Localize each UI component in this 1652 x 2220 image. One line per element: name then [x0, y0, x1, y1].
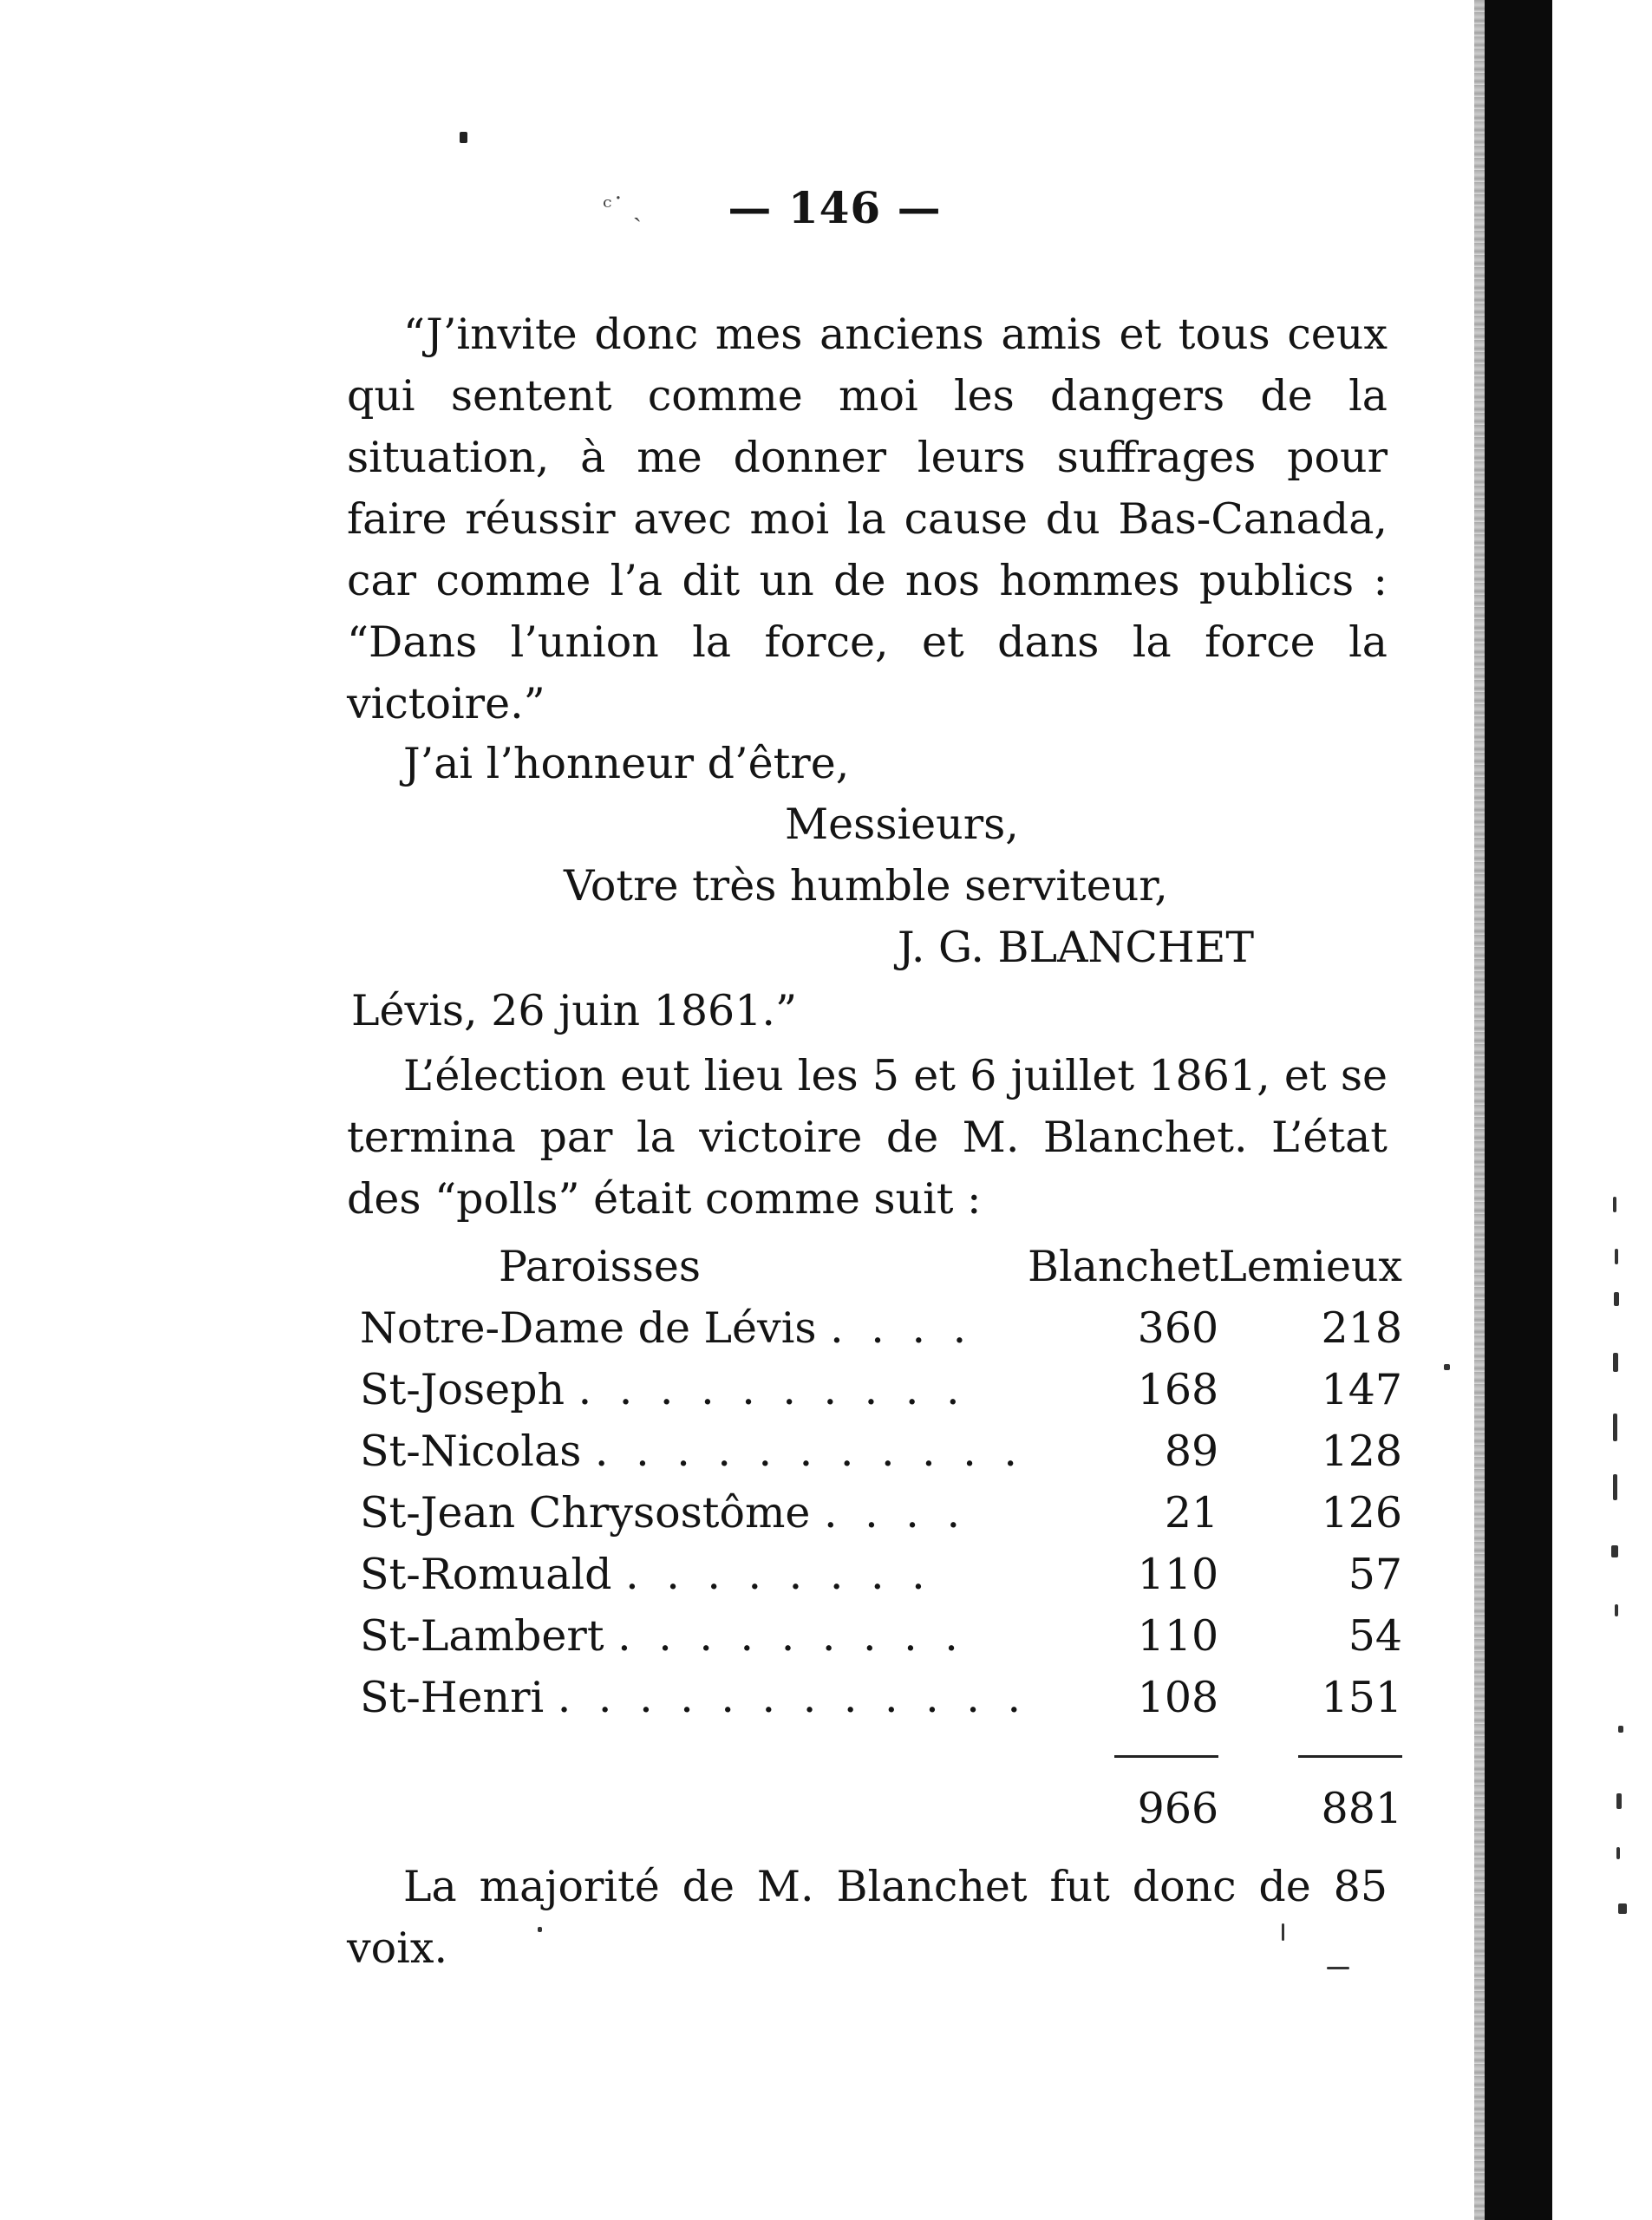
lemieux-votes: 57: [1348, 1550, 1403, 1599]
lemieux-votes: 147: [1321, 1365, 1403, 1414]
dot-leader: . . . . . . . . . .: [578, 1365, 967, 1414]
header-lemieux: Lemieux: [1218, 1242, 1403, 1291]
blanchet-votes: 89: [1164, 1427, 1219, 1476]
table-row: [360, 1605, 1402, 1667]
parish-cell: [360, 1297, 1028, 1359]
blanchet-votes: 108: [1137, 1673, 1219, 1722]
table-header-row: [360, 1236, 1402, 1297]
dot-leader: . . . . . . . . .: [617, 1611, 965, 1661]
ink-speck: [1614, 1292, 1619, 1306]
lemieux-votes: 151: [1321, 1673, 1403, 1722]
margin-marks: ᶜ˙ ˏ: [603, 193, 642, 223]
parish-name: St-Henri: [360, 1673, 545, 1722]
parish-cell: [360, 1359, 1028, 1420]
closing-formula: Votre très humble serviteur,: [564, 861, 1168, 911]
sum-rule-row: [360, 1728, 1402, 1778]
parish-name: St-Nicolas: [360, 1427, 582, 1476]
ink-speck: [1613, 1414, 1617, 1441]
dot-leader: . . . . . . . . . . .: [594, 1427, 1025, 1476]
book-spine-shadow: [1485, 0, 1552, 2220]
ink-speck: [1611, 1545, 1618, 1557]
ink-speck: [1615, 1249, 1618, 1264]
ink-speck: [538, 1927, 542, 1932]
ink-speck: [1282, 1923, 1284, 1941]
parish-cell: [360, 1544, 1028, 1605]
closing-salutation: J’ai l’honneur d’être,: [403, 739, 850, 788]
ink-speck: [1444, 1364, 1450, 1370]
lemieux-votes: 128: [1321, 1427, 1403, 1476]
ink-speck: [1616, 1847, 1620, 1859]
ink-speck: [1613, 1197, 1616, 1212]
parish-name: St-Jean Chrysostôme: [360, 1488, 811, 1538]
parish-name: St-Romuald: [360, 1550, 612, 1599]
lemieux-votes: 126: [1321, 1488, 1403, 1538]
ink-speck: [1615, 1604, 1618, 1616]
table-row: [360, 1482, 1402, 1544]
parish-cell: [360, 1605, 1028, 1667]
lemieux-votes: 54: [1348, 1611, 1403, 1661]
letter-paragraph: “J’invite donc mes anciens amis et tous ceux qui sentent comme moi les dangers de la situation, à me donner leurs suffrages pour faire réussir avec moi la cause du Bas-Canada, car comme l’a dit un de nos hommes publics : “Dans l’union la force, et dans la force la victoire.”: [347, 310, 1388, 728]
parish-name: Notre-Dame de Lévis: [360, 1303, 817, 1353]
header-parish: Paroisses: [499, 1242, 702, 1291]
closing-addressee: Messieurs,: [785, 800, 1019, 849]
table-row: [360, 1667, 1402, 1728]
ink-speck: [1618, 1903, 1627, 1914]
ink-speck: [1613, 1353, 1618, 1372]
signature: J. G. BLANCHET: [898, 923, 1255, 972]
sum-rule: [1298, 1755, 1402, 1758]
totals-row: [360, 1778, 1402, 1839]
table-row: [360, 1544, 1402, 1605]
blanchet-votes: 360: [1137, 1303, 1219, 1353]
sum-rule: [1114, 1755, 1218, 1758]
ink-speck: [1613, 1474, 1617, 1500]
parish-cell: [360, 1420, 1028, 1482]
dot-leader: . . . . . . . .: [625, 1550, 932, 1599]
parish-cell: [360, 1667, 1028, 1728]
table-row: [360, 1359, 1402, 1420]
ink-speck: [1616, 1793, 1622, 1809]
page-number: [0, 182, 1652, 233]
dot-leader: . . . . . . . . . . . .: [557, 1673, 1028, 1722]
parish-name: St-Joseph: [360, 1365, 565, 1414]
table-row: [360, 1297, 1402, 1359]
dot-leader: . . . .: [823, 1488, 968, 1538]
polls-table: [360, 1236, 1402, 1839]
dot-leader: . . . .: [830, 1303, 974, 1353]
blanchet-votes: 168: [1137, 1365, 1219, 1414]
blanchet-votes: 110: [1137, 1611, 1219, 1661]
blanchet-total: 966: [1137, 1784, 1219, 1833]
parish-name: St-Lambert: [360, 1611, 604, 1661]
page-number-text: — 146 —: [728, 182, 942, 233]
lemieux-total: 881: [1321, 1784, 1403, 1833]
ink-speck: [1327, 1967, 1349, 1969]
blanchet-votes: 21: [1164, 1488, 1219, 1538]
table-row: [360, 1420, 1402, 1482]
blanchet-votes: 110: [1137, 1550, 1219, 1599]
dateline: Lévis, 26 juin 1861.”: [351, 986, 797, 1035]
parish-cell: [360, 1482, 1028, 1544]
lemieux-votes: 218: [1321, 1303, 1403, 1353]
election-paragraph: L’élection eut lieu les 5 et 6 juillet 1861, et se termina par la victoire de M. Blanchet. L’état des “polls” était comme suit :: [347, 1051, 1388, 1224]
ink-speck: [1618, 1726, 1623, 1733]
majority-paragraph: La majorité de M. Blanchet fut donc de 85 voix.: [347, 1862, 1388, 1973]
ink-speck: [460, 132, 467, 143]
header-blanchet: Blanchet: [1028, 1242, 1219, 1291]
